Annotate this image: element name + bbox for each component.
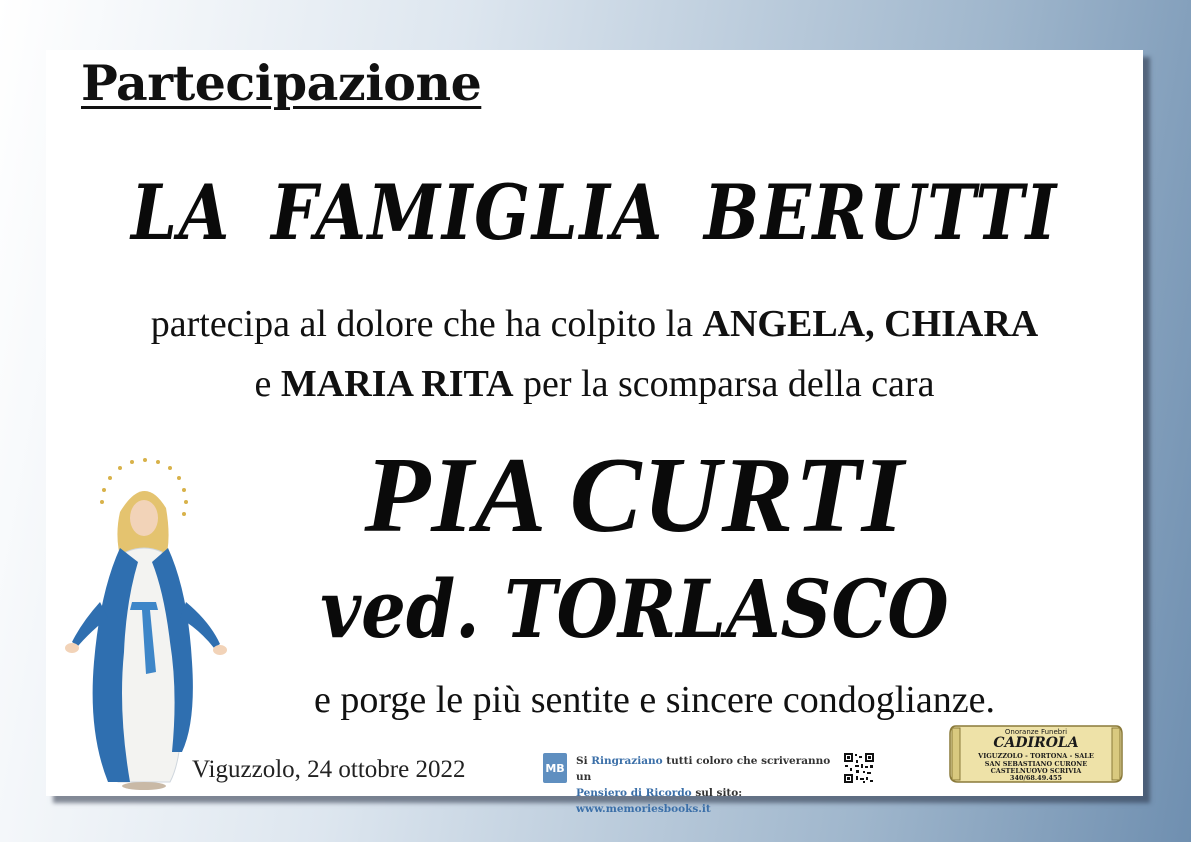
text-line-1	[46, 302, 1143, 346]
condolences-line: e porge le più sentite e sincere condoglianze.	[314, 679, 995, 721]
line1-text: partecipa al dolore che ha colpito la	[150, 303, 703, 345]
funeral-home-towns-1: VIGUZZOLO - TORTONA - SALE	[978, 752, 1094, 760]
thanks-note	[576, 753, 836, 817]
thanks-highlight: Ringraziano	[591, 755, 663, 767]
place-date: Viguzzolo, 24 ottobre 2022	[192, 756, 466, 783]
deceased-name: PIA CURTI	[364, 436, 905, 555]
funeral-home-phone: 340/68.49.455	[1009, 774, 1063, 782]
thanks-highlight-2: Pensiero di Ricordo	[576, 787, 692, 799]
funeral-home-name: CADIROLA	[993, 735, 1079, 751]
thanks-mid: tutti coloro che scriveranno un	[576, 755, 831, 783]
family-name: LA FAMIGLIA BERUTTI	[131, 168, 1058, 257]
funeral-home-badge	[948, 722, 1124, 786]
funeral-home-towns-3: CASTELNUOVO SCRIVIA	[990, 767, 1082, 775]
line2-prefix: e	[254, 363, 281, 405]
line2-suffix: per la scomparsa della cara	[513, 363, 935, 405]
heading: Partecipazione	[81, 54, 482, 112]
funeral-home-text	[948, 722, 1124, 786]
thanks-site-prefix: sul sito:	[691, 787, 743, 799]
widow-of: ved. TORLASCO	[320, 562, 949, 656]
memoriesbooks-link[interactable]: www.memoriesbooks.it	[576, 803, 711, 815]
obituary-card	[46, 50, 1143, 815]
line1-names: ANGELA, CHIARA	[702, 303, 1039, 345]
qr-code[interactable]	[843, 752, 875, 784]
text-line-2	[46, 362, 1143, 406]
memoriesbooks-logo: MB	[543, 753, 567, 783]
line2-names: MARIA RITA	[280, 363, 514, 405]
funeral-home-towns-2: SAN SEBASTIANO CURONE	[984, 760, 1088, 768]
thanks-prefix: Si	[576, 755, 592, 767]
funeral-home-label: Onoranze Funebri	[1004, 728, 1068, 736]
